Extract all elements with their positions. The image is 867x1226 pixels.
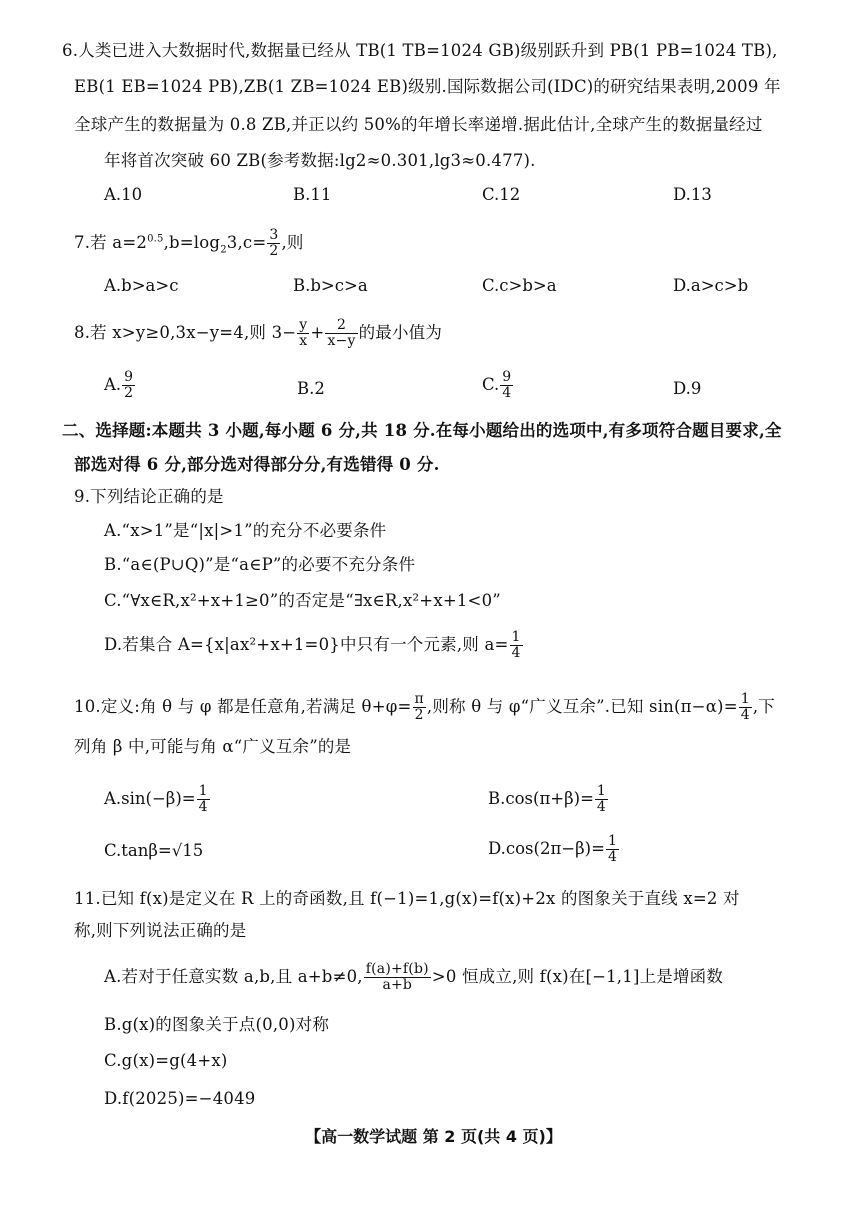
q10-option-b [488, 784, 609, 815]
q8-option-a-denominator: 2 [124, 385, 134, 401]
q9-option-d-fraction [510, 630, 523, 661]
q11-option-a-suffix: >0 恒成立,则 f(x)在[−1,1]上是增函数 [431, 967, 724, 986]
q8-option-c-prefix: C. [482, 375, 500, 394]
q7-option-c: C.c>b>a [482, 276, 557, 295]
q10-option-d-numerator: 1 [607, 833, 617, 849]
q8-option-c-denominator: 4 [502, 385, 512, 401]
q6-option-c: C.12 [482, 185, 521, 204]
q8-option-d: D.9 [673, 379, 702, 398]
q10-line2: 列角 β 中,可能与角 α“广义互余”的是 [74, 737, 352, 756]
q7-c-denominator: 2 [269, 243, 279, 259]
q7-option-a: A.b>a>c [104, 276, 179, 295]
q8-f2-numerator: 2 [325, 318, 357, 334]
q8-option-a-fraction [122, 370, 135, 401]
q8-fraction-1 [297, 318, 309, 349]
q8-stem [74, 318, 442, 349]
q7-mid2: 3,c= [226, 233, 267, 252]
q10-option-a [104, 784, 211, 815]
q7-c-numerator: 3 [269, 227, 279, 243]
q8-option-a-numerator: 9 [124, 369, 134, 385]
q10-l1-denominator-1: 2 [414, 707, 424, 723]
q6-option-d: D.13 [673, 185, 712, 204]
q10-option-a-denominator: 4 [198, 799, 208, 815]
q9-option-d-numerator: 1 [511, 629, 521, 645]
q8-fraction-2 [325, 318, 357, 349]
q8-option-c-fraction [500, 370, 513, 401]
q11-line1: 11.已知 f(x)是定义在 R 上的奇函数,且 f(−1)=1,g(x)=f(x)+2x 的图象关于直线 x=2 对 [74, 889, 740, 908]
q6-option-a: A.10 [104, 185, 143, 204]
q9-option-c: C.“∀x∈R,x²+x+1≥0”的否定是“∃x∈R,x²+x+1<0” [104, 591, 501, 610]
q11-option-a-fraction [364, 962, 431, 993]
q10-option-a-prefix: A.sin(−β)= [104, 789, 196, 808]
q9-option-a: A.“x>1”是“|x|>1”的充分不必要条件 [104, 521, 387, 540]
q7-log-base: 2 [220, 244, 227, 256]
q11-line2: 称,则下列说法正确的是 [74, 921, 247, 940]
q11-option-a [104, 962, 723, 993]
q6-line2: EB(1 EB=1024 PB),ZB(1 ZB=1024 EB)级别.国际数据公司(IDC)的研究结果表明,2009 年 [74, 77, 781, 96]
section2-line2: 部选对得 6 分,部分选对得部分分,有选错得 0 分. [74, 455, 440, 474]
q10-option-b-fraction [595, 784, 608, 815]
q8-option-a [104, 370, 136, 401]
q7-option-d: D.a>c>b [673, 276, 749, 295]
q11-option-c: C.g(x)=g(4+x) [104, 1051, 228, 1070]
q10-l1-mid: ,则称 θ 与 φ“广义互余”.已知 sin(π−α)= [426, 697, 738, 716]
q10-option-a-fraction [197, 784, 210, 815]
q7-prefix: 7.若 a=2 [74, 233, 148, 252]
q11-option-a-prefix: A.若对于任意实数 a,b,且 a+b≠0, [104, 967, 363, 986]
q10-option-b-denominator: 4 [596, 799, 606, 815]
q10-option-a-numerator: 1 [198, 783, 208, 799]
q11-option-d: D.f(2025)=−4049 [104, 1089, 256, 1108]
q10-line1 [74, 692, 775, 723]
q8-option-c-numerator: 9 [502, 369, 512, 385]
q9-stem: 9.下列结论正确的是 [74, 487, 224, 506]
q8-plus: + [310, 323, 325, 342]
q10-option-b-prefix: B.cos(π+β)= [488, 789, 594, 808]
q10-option-d-fraction [606, 834, 619, 865]
q10-l1-suffix: ,下 [752, 697, 775, 716]
q6-option-b: B.11 [293, 185, 332, 204]
section2-line1: 二、选择题:本题共 3 小题,每小题 6 分,共 18 分.在每小题给出的选项中,有多项符合题目要求,全 [62, 421, 782, 440]
q8-f1-numerator: y [299, 317, 308, 333]
q9-option-b: B.“a∈(P∪Q)”是“a∈P”的必要不充分条件 [104, 555, 416, 574]
q10-option-d-prefix: D.cos(2π−β)= [488, 839, 605, 858]
q10-l1-denominator-2: 4 [740, 707, 750, 723]
q10-option-d-denominator: 4 [607, 849, 617, 865]
q11-option-a-denominator: a+b [382, 977, 413, 993]
q7-c-fraction [267, 228, 280, 259]
q7-stem [74, 228, 304, 261]
q6-line3: 全球产生的数据量为 0.8 ZB,并正以约 50%的年增长率递增.据此估计,全球产生的数据量经过 [74, 115, 763, 134]
q7-mid: ,b=log [163, 233, 221, 252]
q8-f2-denominator: x−y [327, 333, 356, 349]
q8-option-c [482, 370, 514, 401]
q6-line4: 年将首次突破 60 ZB(参考数据:lg2≈0.301,lg3≈0.477). [104, 151, 536, 170]
q8-option-a-prefix: A. [104, 375, 122, 394]
page-footer: 【高一数学试题 第 2 页(共 4 页)】 [305, 1127, 562, 1146]
q8-option-b: B.2 [297, 379, 325, 398]
q7-exponent: 0.5 [147, 233, 164, 245]
q10-l1-fraction-1 [413, 692, 426, 723]
q11-option-a-numerator: f(a)+f(b) [365, 961, 429, 977]
q6-line1: 6.人类已进入大数据时代,数据量已经从 TB(1 TB=1024 GB)级别跃升到 PB(1 PB=1024 TB), [62, 41, 778, 60]
q10-l1-numerator-1: π [414, 691, 424, 707]
q8-f1-denominator: x [299, 333, 308, 349]
q9-option-d-prefix: D.若集合 A={x|ax²+x+1=0}中只有一个元素,则 a= [104, 635, 509, 654]
q10-l1-prefix: 10.定义:角 θ 与 φ 都是任意角,若满足 θ+φ= [74, 697, 412, 716]
q10-option-c: C.tanβ=√15 [104, 841, 204, 860]
q11-option-b: B.g(x)的图象关于点(0,0)对称 [104, 1015, 330, 1034]
q10-l1-fraction-2 [739, 692, 752, 723]
q8-prefix: 8.若 x>y≥0,3x−y=4,则 3− [74, 323, 297, 342]
q7-option-b: B.b>c>a [293, 276, 368, 295]
q7-suffix: ,则 [281, 233, 304, 252]
q9-option-d [104, 630, 524, 661]
q10-option-d [488, 834, 620, 865]
q10-l1-numerator-2: 1 [740, 691, 750, 707]
q8-suffix: 的最小值为 [358, 323, 443, 342]
q9-option-d-denominator: 4 [511, 645, 521, 661]
q10-option-b-numerator: 1 [596, 783, 606, 799]
